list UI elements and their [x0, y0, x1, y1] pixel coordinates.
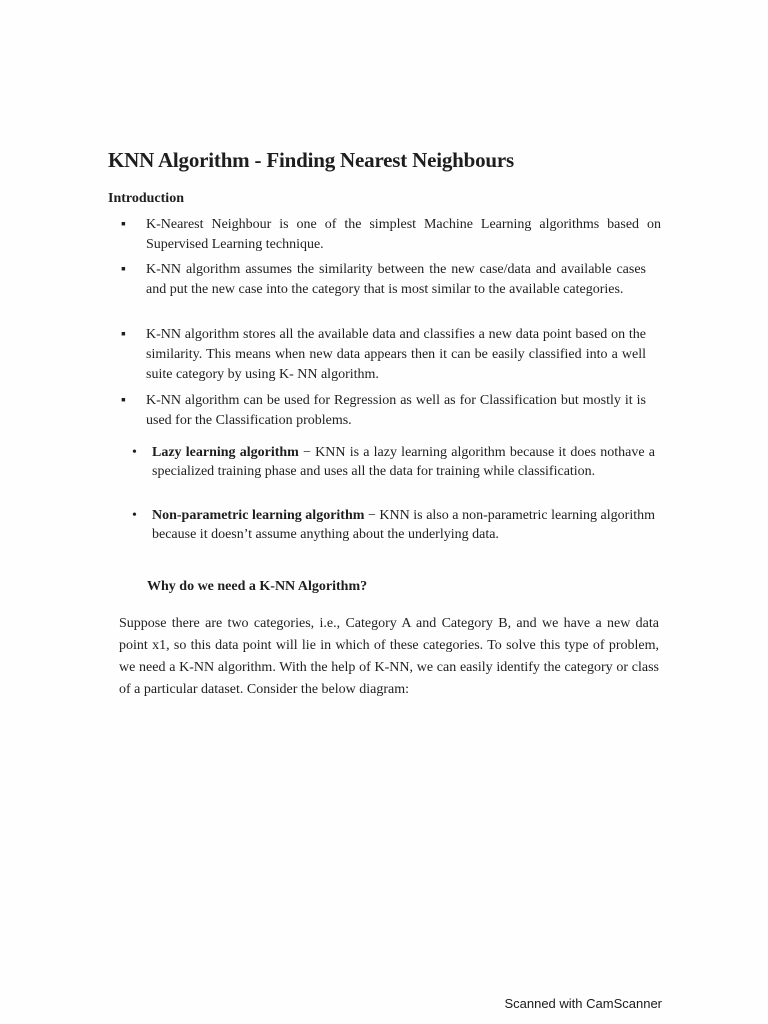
list-item-text: K-NN algorithm can be used for Regression as well as for Classification but mostly it is used for the Classification problems.: [146, 393, 646, 428]
property-term: Lazy learning algorithm: [152, 445, 299, 460]
bullet-icon: •: [132, 445, 137, 460]
list-item: [121, 391, 646, 431]
bullet-icon: ▪: [121, 393, 126, 408]
list-item-text: K-NN algorithm assumes the similarity between the new case/data and available cases and put the new case into the category that is most similar to the available categories.: [146, 262, 646, 297]
list-item: [121, 215, 661, 255]
property-text: [152, 506, 655, 544]
why-heading: Why do we need a K-NN Algorithm?: [147, 579, 368, 594]
property-description: − KNN is also a non-parametric learning algorithm because it doesn’t assume anything about the underlying data.: [152, 508, 655, 542]
property-description: − KNN is a lazy learning algorithm because it does nothave a specialized training phase and uses all the data for training while classification.: [152, 445, 655, 479]
list-item: [121, 325, 646, 385]
introduction-heading: Introduction: [108, 191, 184, 206]
list-item-text: K-Nearest Neighbour is one of the simplest Machine Learning algorithms based on Supervised Learning technique.: [146, 217, 661, 252]
document-title: KNN Algorithm - Finding Nearest Neighbours: [108, 148, 514, 172]
bullet-icon: ▪: [121, 217, 126, 232]
property-item-lazy: [132, 443, 655, 481]
bullet-icon: ▪: [121, 327, 126, 342]
bullet-icon: ▪: [121, 262, 126, 277]
property-term: Non-parametric learning algorithm: [152, 508, 365, 523]
bullet-icon: •: [132, 508, 137, 523]
property-item-non-parametric: [132, 506, 655, 544]
list-item-text: K-NN algorithm stores all the available data and classifies a new data point based on the similarity. This means when new data appears then it can be easily classified into a well suite category by using K- NN algorithm.: [146, 327, 646, 382]
why-paragraph: Suppose there are two categories, i.e., Category A and Category B, and we have a new data point x1, so this data point will lie in which of these categories. To solve this type of problem, we need a K-NN algorithm. With the help of K-NN, we can easily identify the category or class of a particular dataset. Consider the below diagram:: [119, 616, 659, 697]
camscanner-watermark: Scanned with CamScanner: [504, 996, 662, 1011]
property-text: [152, 443, 655, 481]
list-item: [121, 260, 646, 300]
